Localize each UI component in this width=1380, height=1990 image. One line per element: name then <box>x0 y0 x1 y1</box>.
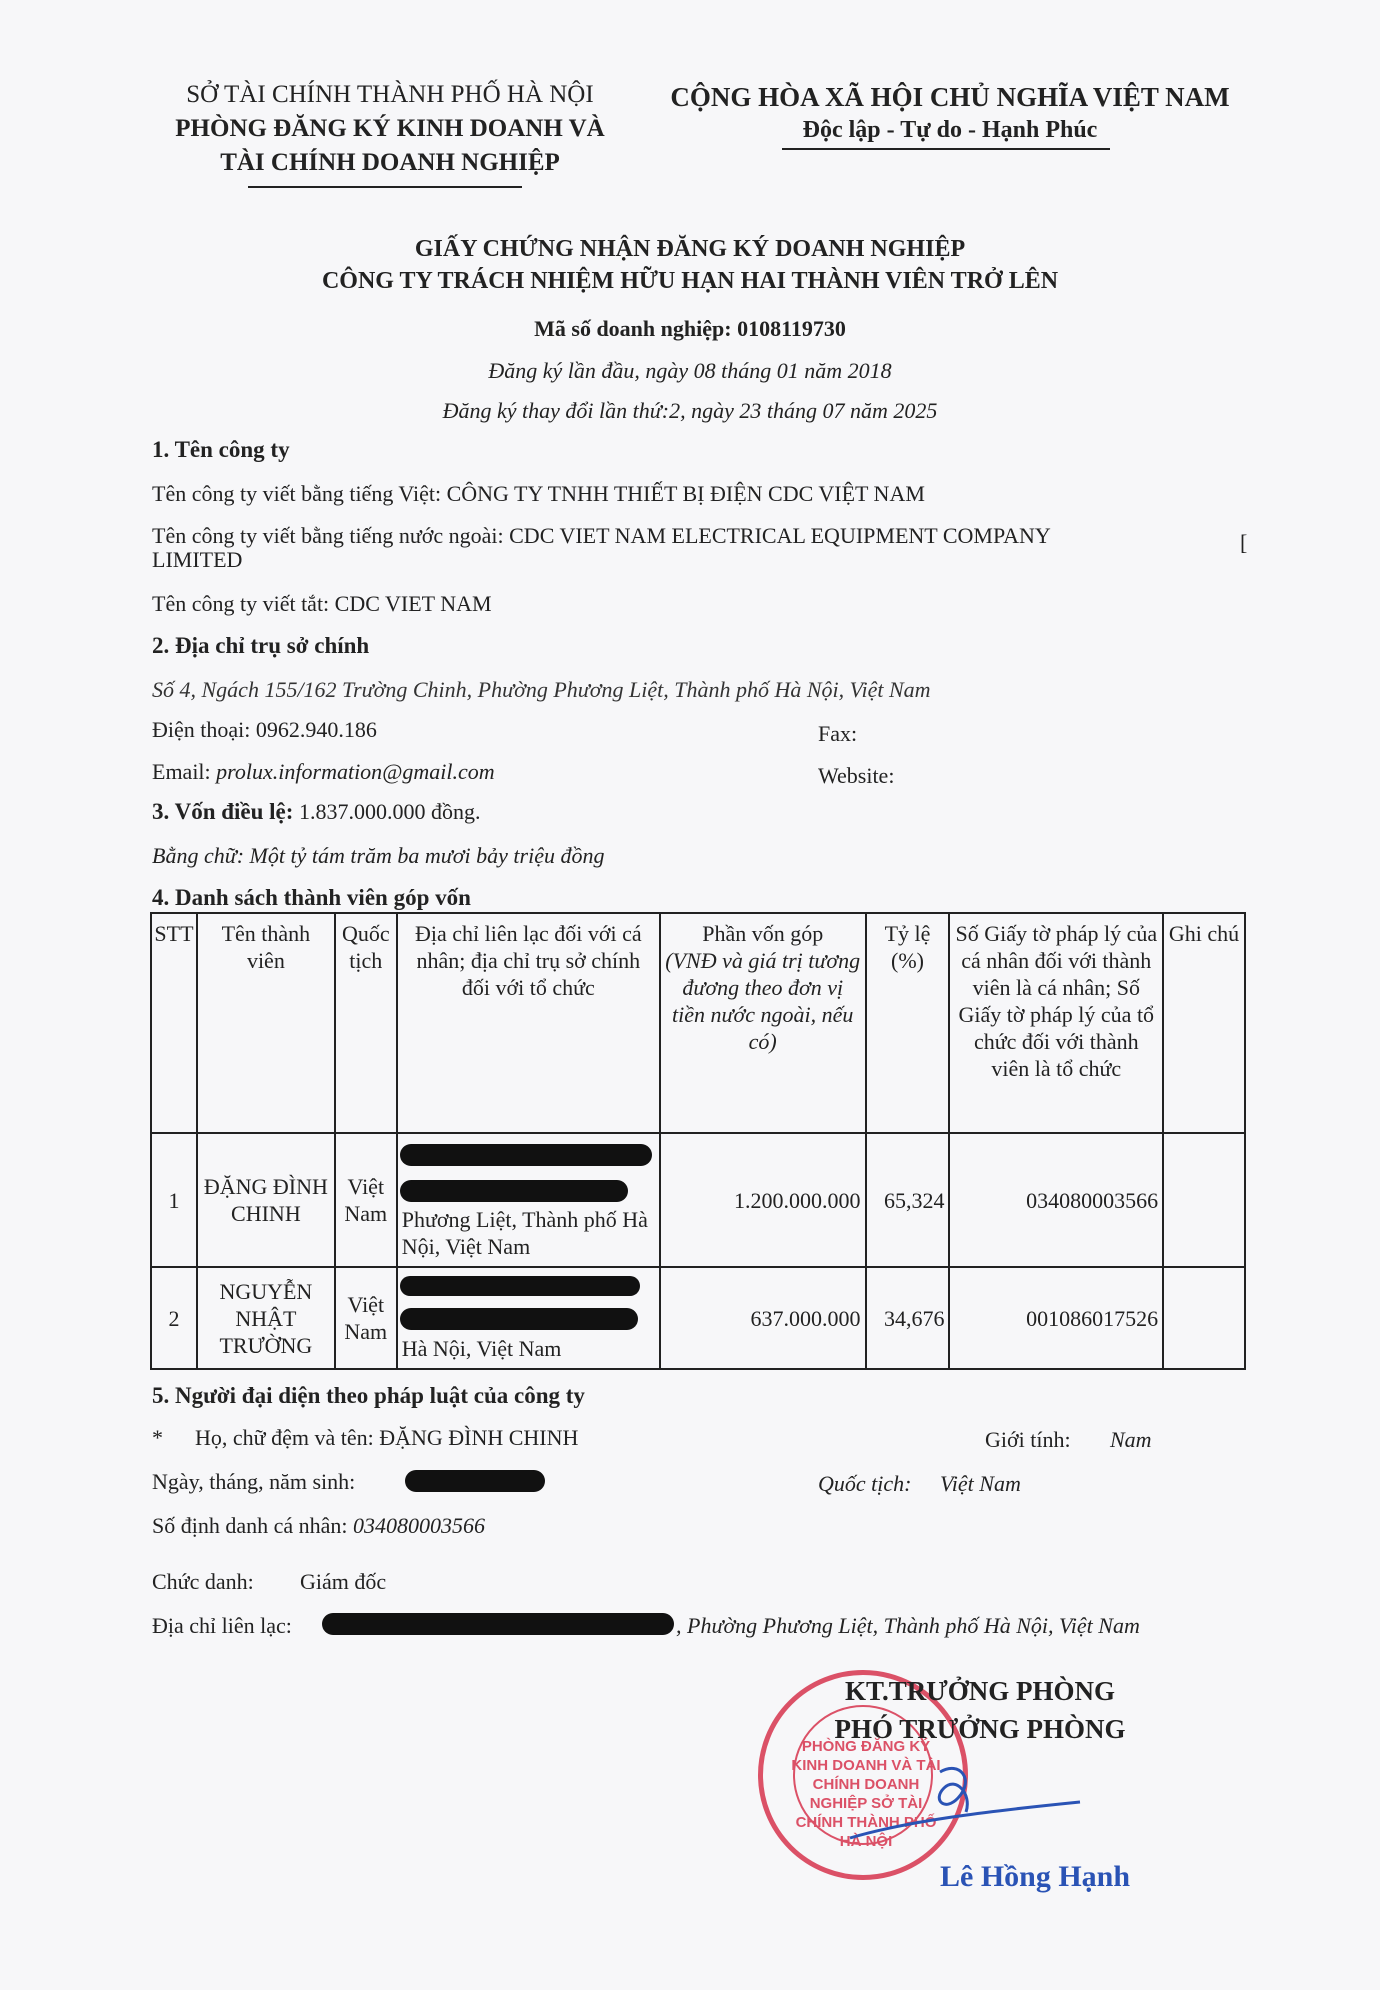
table-row <box>151 1133 1245 1267</box>
rep-nationality-label: Quốc tịch: <box>818 1471 912 1496</box>
cell-address-text: Hà Nội, Việt Nam <box>401 1336 562 1361</box>
cell-ratio: 65,324 <box>866 1133 950 1267</box>
phone: Điện thoại: 0962.940.186 <box>152 717 377 742</box>
signer-name: Lê Hồng Hạnh <box>940 1860 1131 1893</box>
issuing-agency <box>140 78 640 180</box>
col-capital <box>660 913 866 1133</box>
table-row <box>151 1267 1245 1369</box>
col-nationality: Quốc tịch <box>335 913 397 1133</box>
email-value: prolux.information@gmail.com <box>216 759 495 784</box>
section-2-heading: 2. Địa chỉ trụ sở chính <box>152 633 370 658</box>
head-office-address: Số 4, Ngách 155/162 Trường Chinh, Phường Phương Liệt, Thành phố Hà Nội, Việt Nam <box>152 677 931 702</box>
national-heading <box>660 80 1240 146</box>
cell-stt: 2 <box>151 1267 197 1369</box>
contact-address: , Phường Phương Liệt, Thành phố Hà Nội, Việt Nam <box>676 1613 1140 1638</box>
personal-id-value: 034080003566 <box>353 1513 486 1538</box>
position-label: Chức danh: <box>152 1569 254 1594</box>
cell-note <box>1163 1133 1245 1267</box>
signer-title-2: PHÓ TRƯỞNG PHÒNG <box>834 1714 1126 1744</box>
cell-member-name: NGUYỄN NHẬT TRƯỜNG <box>197 1267 335 1369</box>
handwritten-signature <box>840 1750 1100 1860</box>
redaction-bar <box>400 1144 652 1166</box>
cell-legal-doc: 034080003566 <box>949 1133 1163 1267</box>
table-header-row <box>151 913 1245 1133</box>
motto-underline <box>782 148 1110 150</box>
section-5-heading: 5. Người đại diện theo pháp luật của công ty <box>152 1383 585 1408</box>
cell-nationality: Việt Nam <box>335 1133 397 1267</box>
first-registration: Đăng ký lần đầu, ngày 08 tháng 01 năm 2018 <box>488 358 892 383</box>
charter-capital: 1.837.000.000 đồng. <box>293 799 481 824</box>
col-member-name: Tên thành viên <box>197 913 335 1133</box>
cell-ratio: 34,676 <box>866 1267 950 1369</box>
agency-line-2: PHÒNG ĐĂNG KÝ KINH DOANH VÀ <box>175 115 605 142</box>
agency-line-3: TÀI CHÍNH DOANH NGHIỆP <box>220 149 560 176</box>
redaction-bar <box>322 1613 674 1635</box>
enterprise-code: Mã số doanh nghiệp: 0108119730 <box>534 316 846 341</box>
capital-in-words: Một tỷ tám trăm ba mươi bảy triệu đồng <box>244 843 605 868</box>
gender-label: Giới tính: <box>985 1427 1071 1452</box>
redaction-bar <box>400 1276 640 1296</box>
section-1-heading: 1. Tên công ty <box>152 437 290 462</box>
cell-capital: 637.000.000 <box>660 1267 866 1369</box>
personal-id-row <box>152 1512 485 1540</box>
col-capital-note: (VNĐ và giá trị tương đương theo đơn vị tiền nước ngoài, nếu có) <box>665 948 861 1054</box>
col-legal-doc: Số Giấy tờ pháp lý của cá nhân đối với thành viên là cá nhân; Số Giấy tờ pháp lý của tổ chức đối với thành viên là tổ chức <box>949 913 1163 1133</box>
section-3-heading: 3. Vốn điều lệ: <box>152 799 294 824</box>
personal-id-label: Số định danh cá nhân: <box>152 1513 354 1538</box>
col-stt: STT <box>151 913 197 1133</box>
cell-address <box>397 1133 660 1267</box>
col-note: Ghi chú <box>1163 913 1245 1133</box>
foreign-company-name-line-2: LIMITED <box>152 547 243 572</box>
national-motto: Độc lập - Tự do - Hạnh Phúc <box>802 117 1098 143</box>
gender-value: Nam <box>1110 1427 1152 1452</box>
company-type-title: CÔNG TY TRÁCH NHIỆM HỮU HẠN HAI THÀNH VIÊN TRỞ LÊN <box>321 268 1059 294</box>
nation-name: CỘNG HÒA XÃ HỘI CHỦ NGHĨA VIỆT NAM <box>670 82 1230 112</box>
cell-nationality: Việt Nam <box>335 1267 397 1369</box>
website: Website: <box>818 763 895 788</box>
redaction-bar <box>400 1308 638 1330</box>
contact-label: Địa chỉ liên lạc: <box>152 1613 292 1638</box>
rep-nationality-value: Việt Nam <box>940 1471 1021 1496</box>
representative-name: Họ, chữ đệm và tên: ĐẶNG ĐÌNH CHINH <box>195 1425 579 1450</box>
members-table <box>150 912 1246 1370</box>
representative-bullet: * <box>152 1425 163 1450</box>
col-address: Địa chỉ liên lạc đối với cá nhân; địa chỉ trụ sở chính đối với tổ chức <box>397 913 660 1133</box>
redaction-bar <box>400 1180 628 1202</box>
certificate-title: GIẤY CHỨNG NHẬN ĐĂNG KÝ DOANH NGHIỆP <box>414 236 966 262</box>
cell-member-name: ĐẶNG ĐÌNH CHINH <box>197 1133 335 1267</box>
vietnamese-company-name: Tên công ty viết bằng tiếng Việt: CÔNG TY TNHH THIẾT BỊ ĐIỆN CDC VIỆT NAM <box>152 481 925 506</box>
email-label: Email: <box>152 759 217 784</box>
redaction-bar <box>405 1470 545 1492</box>
signer-title-1: KT.TRƯỞNG PHÒNG <box>845 1676 1115 1706</box>
charter-capital-row <box>152 798 480 826</box>
cell-legal-doc: 001086017526 <box>949 1267 1163 1369</box>
col-capital-label: Phần vốn góp <box>702 921 824 946</box>
position-value: Giám đốc <box>300 1569 387 1594</box>
change-registration: Đăng ký thay đổi lần thứ:2, ngày 23 tháng 07 năm 2025 <box>442 398 938 423</box>
cell-capital: 1.200.000.000 <box>660 1133 866 1267</box>
cell-stt: 1 <box>151 1133 197 1267</box>
in-words-label: Bằng chữ: <box>152 843 245 868</box>
col-ratio: Tỷ lệ (%) <box>866 913 950 1133</box>
cell-address <box>397 1267 660 1369</box>
cell-note <box>1163 1267 1245 1369</box>
seal-text: PHÒNG ĐĂNG KÝ KINH DOANH VÀ TÀI CHÍNH DOANH NGHIỆP SỞ TÀI CHÍNH THÀNH PHỐ HÀ NỘI <box>791 1738 941 1850</box>
fax: Fax: <box>818 721 858 746</box>
email-row <box>152 758 495 786</box>
margin-bracket: [ <box>1240 530 1248 555</box>
short-company-name: Tên công ty viết tắt: CDC VIET NAM <box>152 591 492 616</box>
agency-underline <box>248 186 522 188</box>
section-4-heading: 4. Danh sách thành viên góp vốn <box>152 885 471 910</box>
dob-label: Ngày, tháng, năm sinh: <box>152 1469 356 1494</box>
foreign-company-name-line-1: Tên công ty viết bằng tiếng nước ngoài: CDC VIET NAM ELECTRICAL EQUIPMENT COMPANY <box>152 523 1051 548</box>
cell-address-text: Phương Liệt, Thành phố Hà Nội, Việt Nam <box>401 1207 648 1259</box>
agency-line-1: SỞ TÀI CHÍNH THÀNH PHỐ HÀ NỘI <box>186 81 594 108</box>
capital-in-words-row <box>152 842 604 870</box>
signature-block <box>800 1672 1160 1748</box>
